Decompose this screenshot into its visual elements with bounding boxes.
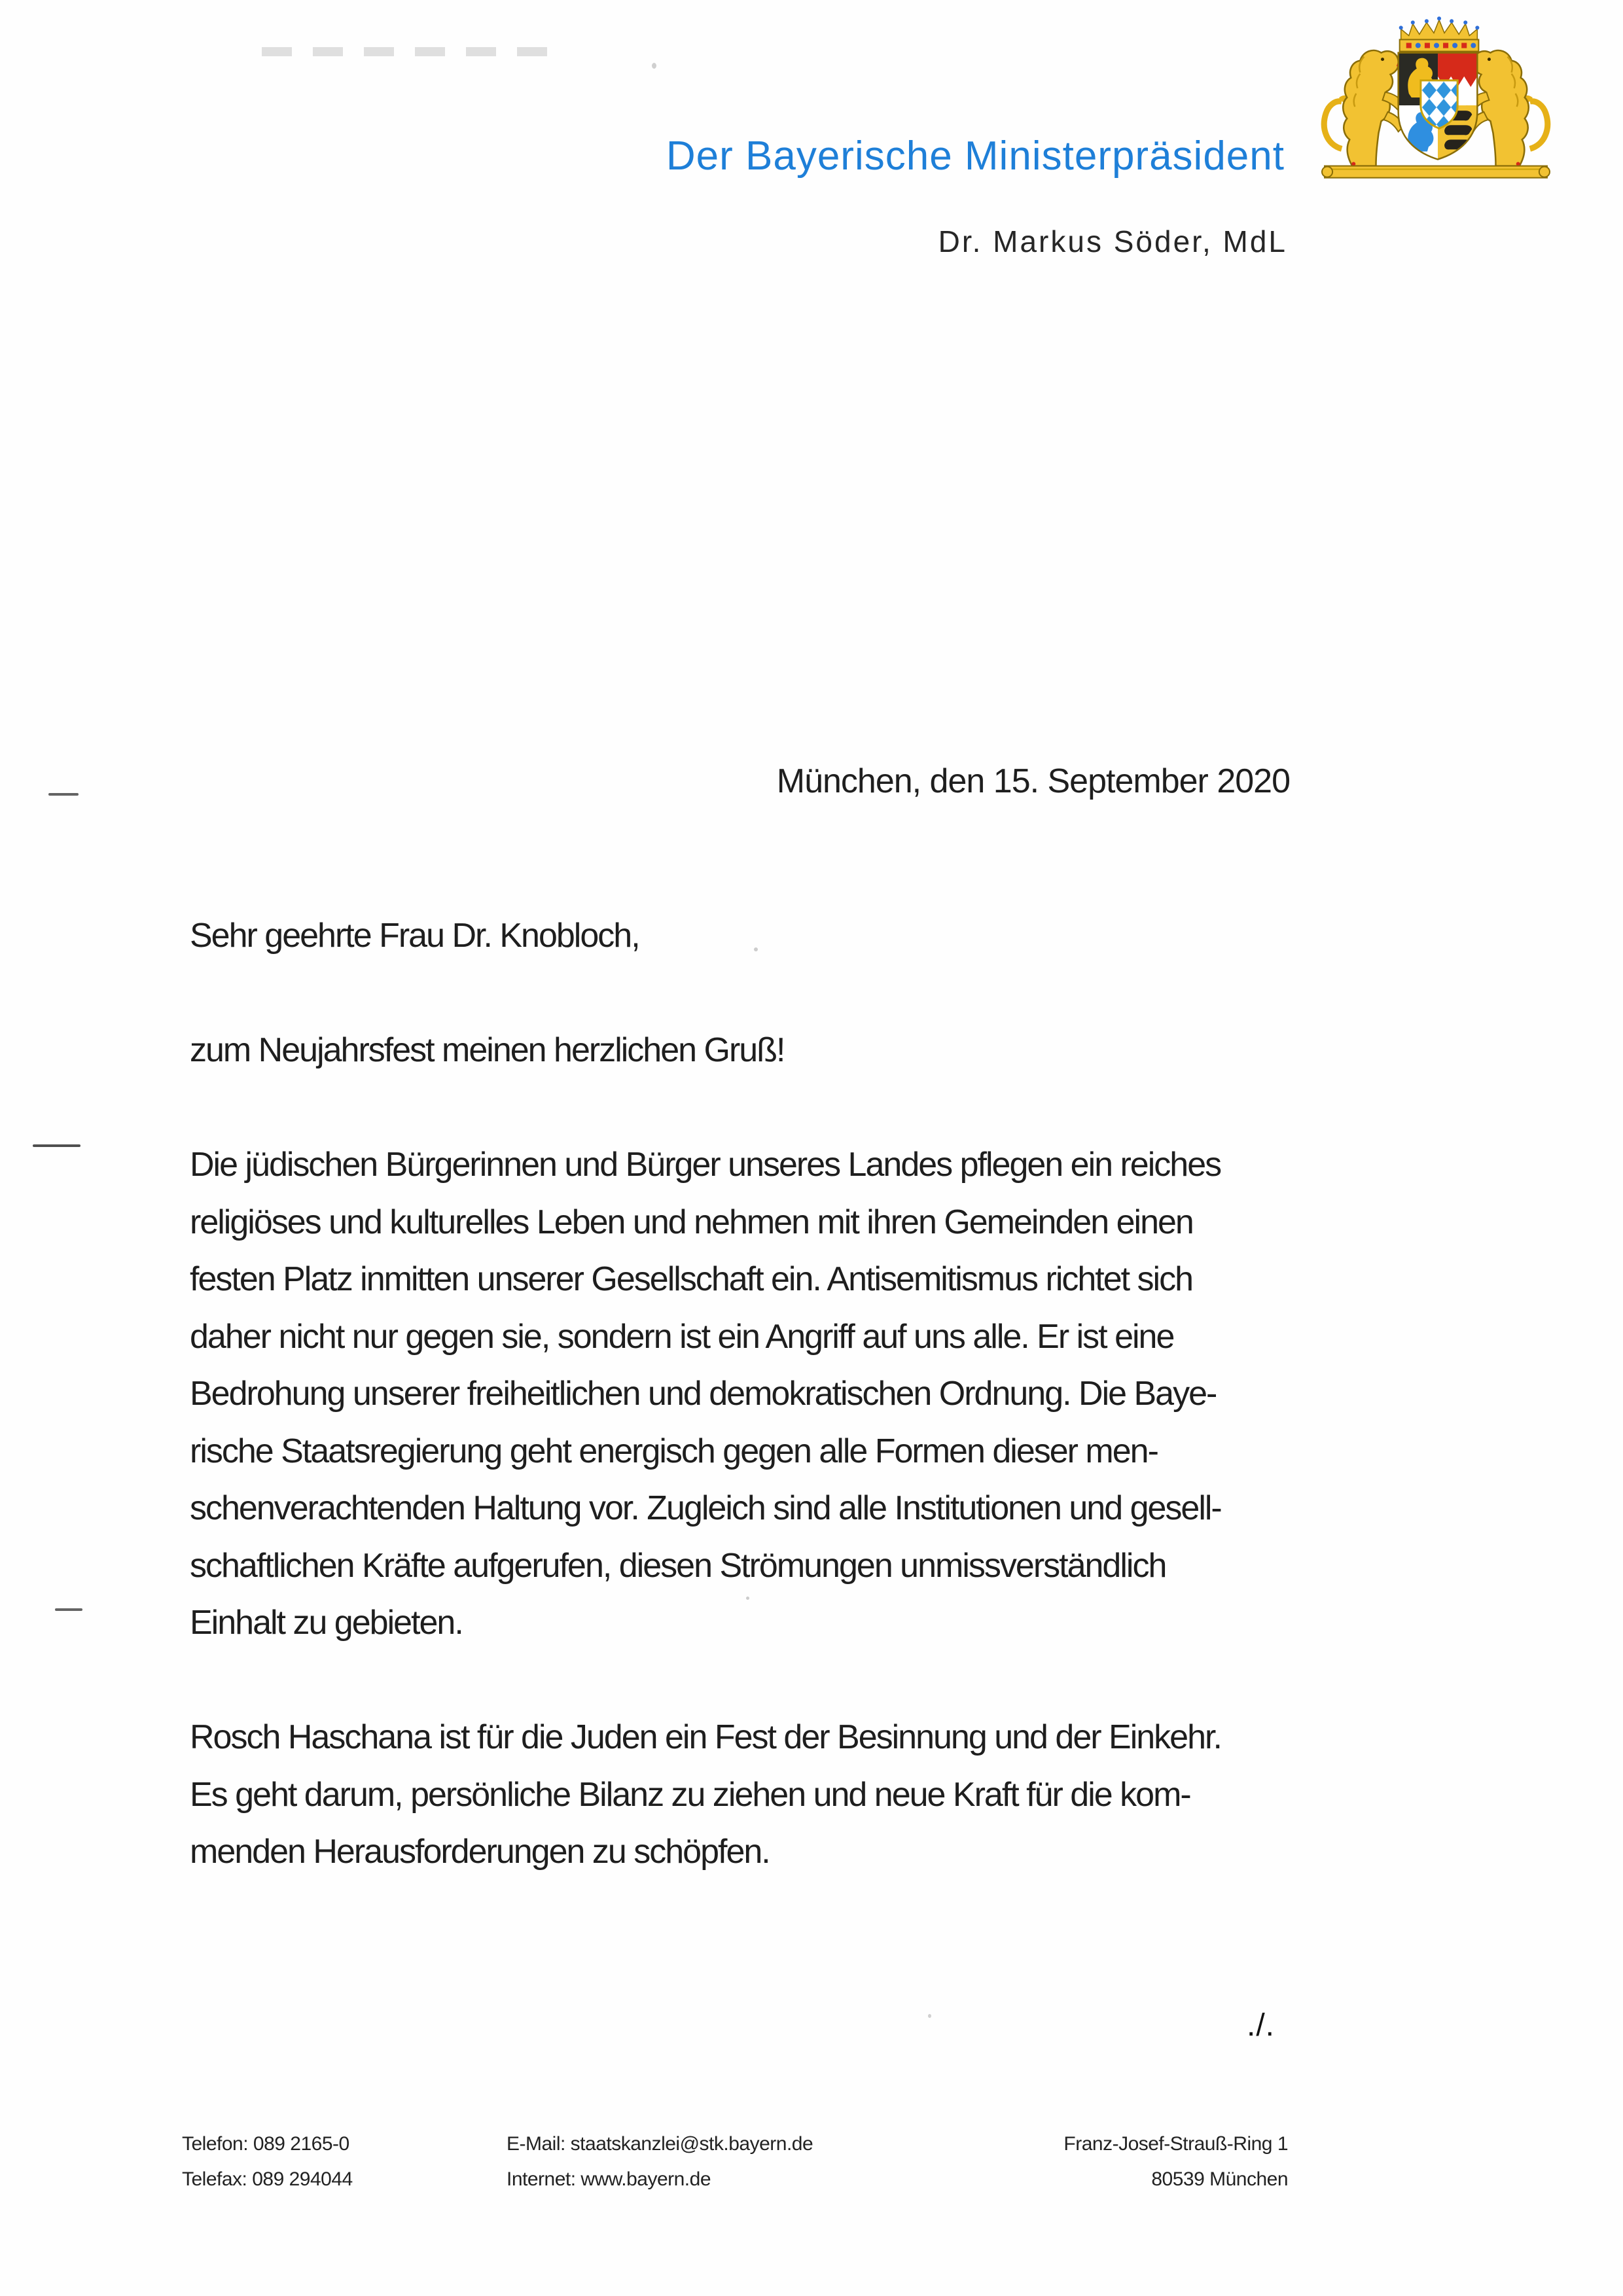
- dateline: München, den 15. September 2020: [776, 762, 1290, 800]
- footer-online-block: [507, 2127, 813, 2197]
- greeting-line: zum Neujahrsfest meinen herzlichen Gruß!: [190, 1031, 785, 1069]
- fold-mark-middle: [33, 1144, 80, 1147]
- body-line: religiöses und kulturelles Leben und nehmen mit ihren Gemeinden einen: [190, 1203, 1193, 1241]
- body-line: Es geht darum, persönliche Bilanz zu ziehen und neue Kraft für die kom-: [190, 1775, 1190, 1814]
- body-line: schenverachtenden Haltung vor. Zugleich sind alle Institutionen und gesell-: [190, 1489, 1221, 1527]
- scan-speck: [754, 947, 758, 951]
- body-line: Rosch Haschana ist für die Juden ein Fest der Besinnung und der Einkehr.: [190, 1718, 1221, 1756]
- body-line: Die jüdischen Bürgerinnen und Bürger unseres Landes pflegen ein reiches: [190, 1146, 1221, 1184]
- scan-speck: [928, 2014, 931, 2018]
- body-line: Einhalt zu gebieten.: [190, 1604, 463, 1642]
- continuation-mark: ./.: [1247, 2008, 1275, 2043]
- footer-email: E-Mail: staatskanzlei@stk.bayern.de: [507, 2133, 813, 2155]
- body-line: Bedrohung unserer freiheitlichen und demokratischen Ordnung. Die Baye-: [190, 1375, 1217, 1413]
- body-line: daher nicht nur gegen sie, sondern ist ein Angriff auf uns alle. Er ist eine: [190, 1317, 1174, 1356]
- fold-mark-top: [48, 793, 79, 796]
- footer-phone-block: [182, 2127, 353, 2197]
- scan-speck: [746, 1597, 749, 1600]
- scan-streak: [262, 47, 550, 56]
- footer-internet: Internet: www.bayern.de: [507, 2168, 711, 2190]
- body-line: rische Staatsregierung geht energisch gegen alle Formen dieser men-: [190, 1432, 1158, 1470]
- fold-mark-bottom: [55, 1608, 82, 1611]
- footer-city: 80539 München: [1151, 2168, 1288, 2190]
- body-paragraph-1: [190, 1137, 1221, 1652]
- sender-name: Dr. Markus Söder, MdL: [938, 224, 1287, 258]
- bavaria-coat-of-arms-icon: [1321, 13, 1551, 186]
- body-line: festen Platz inmitten unserer Gesellschaft ein. Antisemitismus richtet sich: [190, 1260, 1193, 1298]
- sender-title: Der Bayerische Ministerpräsident: [666, 133, 1285, 179]
- footer-telefax: Telefax: 089 294044: [182, 2168, 353, 2190]
- footer-street: Franz-Josef-Strauß-Ring 1: [1063, 2133, 1288, 2155]
- footer-telefon: Telefon: 089 2165-0: [182, 2133, 349, 2155]
- body-paragraph-2: [190, 1709, 1221, 1881]
- scan-speck: [652, 63, 656, 69]
- footer-address-block: [1063, 2127, 1288, 2197]
- body-line: schaftlichen Kräfte aufgerufen, diesen Strömungen unmissverständlich: [190, 1546, 1166, 1585]
- salutation: Sehr geehrte Frau Dr. Knobloch,: [190, 917, 639, 955]
- body-line: menden Herausforderungen zu schöpfen.: [190, 1833, 770, 1871]
